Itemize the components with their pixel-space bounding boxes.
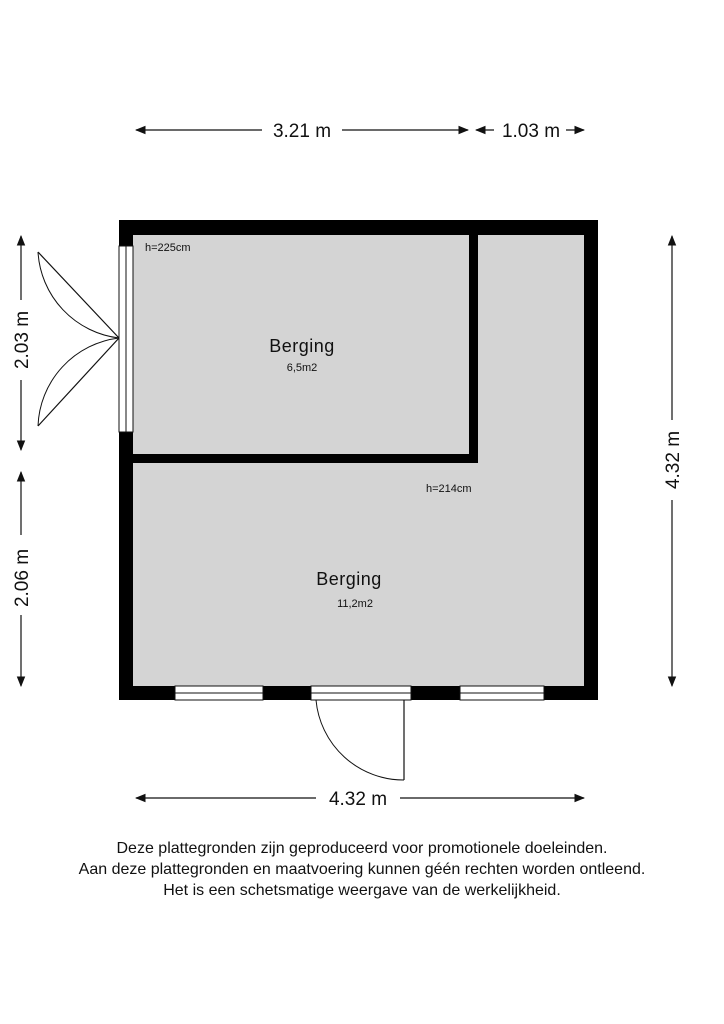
- door-swing-arc: [316, 700, 404, 780]
- wall-left-lower: [119, 432, 133, 700]
- room-name-large: Berging: [316, 569, 382, 589]
- door-leaf-upper: [38, 252, 119, 338]
- left-double-door: [38, 246, 133, 432]
- wall-top: [119, 220, 598, 235]
- door-leaf-lower: [38, 338, 119, 426]
- dimension-top-right-label: 1.03 m: [501, 121, 561, 142]
- room-area-large: 11,2m2: [337, 598, 373, 610]
- wall-left-top-stub: [119, 220, 133, 246]
- dimension-left-upper-label: 2.03 m: [12, 310, 33, 370]
- inner-wall-horizontal: [133, 454, 478, 463]
- wall-bottom-4: [544, 686, 598, 700]
- wall-bottom-1: [119, 686, 175, 700]
- bottom-door: [311, 686, 411, 780]
- dimension-left-lower-label: 2.06 m: [12, 548, 33, 608]
- disclaimer: [0, 838, 724, 901]
- dimension-bottom-label: 4.32 m: [328, 789, 388, 810]
- wall-bottom-2: [263, 686, 311, 700]
- wall-right: [584, 220, 598, 700]
- room-area-small: 6,5m2: [286, 362, 318, 374]
- dimension-top-left-label: 3.21 m: [272, 121, 332, 142]
- room-height-large: h=214cm: [426, 483, 472, 495]
- wall-bottom-3: [411, 686, 460, 700]
- room-height-small: h=225cm: [145, 242, 191, 254]
- inner-wall-vertical: [469, 234, 478, 463]
- disclaimer-line-2: Aan deze plattegronden en maatvoering kunnen géén rechten worden ontleend.: [78, 861, 646, 878]
- disclaimer-line-1: Deze plattegronden zijn geproduceerd voor promotionele doeleinden.: [116, 840, 608, 857]
- room-name-small: Berging: [269, 336, 335, 356]
- dimension-right-label: 4.32 m: [663, 430, 684, 490]
- disclaimer-line-3: Het is een schetsmatige weergave van de werkelijkheid.: [163, 882, 561, 899]
